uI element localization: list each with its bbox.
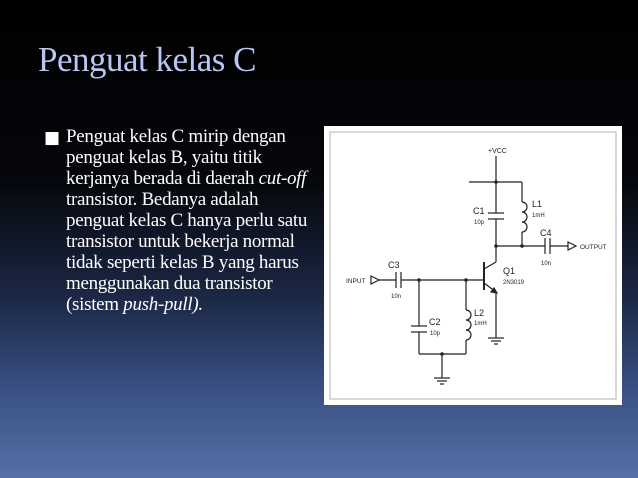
junction-dot: [440, 352, 444, 356]
c3-value: 10n: [391, 294, 402, 300]
c1-value: 10p: [474, 220, 485, 226]
bullet-text-part: Penguat kelas C mirip dengan penguat kelas B, yaitu titik kerjanya berada di daerah: [66, 126, 286, 189]
slide-title: Penguat kelas C: [38, 40, 257, 79]
circuit-diagram: [324, 126, 622, 405]
square-bullet-icon: ■: [44, 128, 61, 148]
q1-collector: [484, 262, 496, 269]
q1-label: Q1: [503, 266, 516, 276]
class-c-amplifier-schematic: [324, 126, 622, 405]
junction-dot: [464, 278, 468, 282]
input-label: INPUT: [346, 278, 366, 285]
output-arrow: [568, 242, 576, 250]
bullet-point: [44, 126, 314, 315]
bullet-text: [66, 126, 314, 315]
l1-label: L1: [532, 199, 543, 209]
c2-value: 10p: [430, 331, 441, 337]
l2-label: L2: [474, 308, 485, 318]
bullet-text-part-italic: cut-off: [258, 168, 307, 189]
c4-value: 10n: [541, 261, 552, 267]
c2-label: C2: [429, 317, 441, 327]
q1-value: 2N3019: [503, 280, 525, 286]
c4-label: C4: [540, 228, 552, 238]
input-arrow: [371, 276, 379, 284]
c3-label: C3: [388, 260, 400, 270]
output-label: OUTPUT: [580, 244, 607, 251]
junction-dot: [494, 244, 498, 248]
l2-coil: [466, 310, 471, 340]
bullet-text-part-italic: push-pull).: [123, 294, 203, 315]
junction-dot: [494, 180, 498, 184]
schematic-border: [330, 132, 616, 399]
l1-coil: [522, 202, 527, 232]
bullet-text-part: transistor. Bedanya adalah penguat kelas C hanya perlu satu transistor untuk bekerja normal tidak seperti kelas B yang harus menggunakan dua transistor (sistem: [66, 189, 308, 315]
l1-value: 1mH: [532, 213, 545, 219]
junction-dot: [417, 278, 421, 282]
c1-label: C1: [473, 206, 485, 216]
vcc-label: +VCC: [488, 148, 507, 155]
junction-dot: [520, 244, 524, 248]
l2-value: 1mH: [474, 321, 487, 327]
